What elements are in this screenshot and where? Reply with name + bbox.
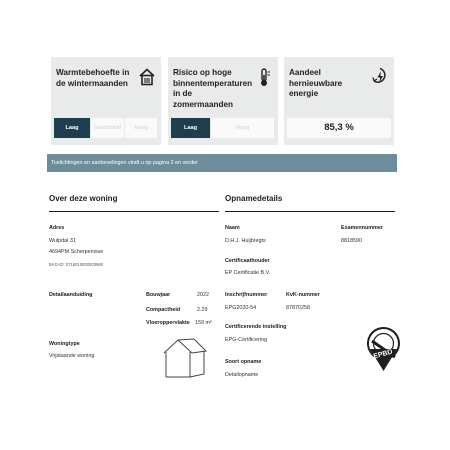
renewable-share-title: Aandeel hernieuwbare energie (289, 68, 343, 98)
exam-number: 8818590 (341, 238, 362, 244)
registration-number-label: Inschrijfnummer (225, 292, 268, 298)
name-value: D.H.J. Huijbregts (225, 238, 266, 244)
compactness-label: Compactheid (146, 307, 181, 313)
certificate-holder: EP Certificatie B.V. (225, 270, 271, 276)
inspection-type: Detailopname (225, 372, 259, 378)
construction-year: 2022 (197, 292, 209, 298)
epbd-logo (367, 327, 400, 374)
floor-area-label: Vloeroppervlakte (146, 320, 190, 326)
certifying-body: EPG-Certificering (225, 337, 267, 343)
thermometer-icon (256, 67, 272, 87)
compactness: 2.29 (197, 307, 208, 313)
detail-label: Detailaanduiding (49, 292, 93, 298)
notes-banner: Toelichtingen en aanbevelingen vindt u op pagina 2 en verder (47, 154, 397, 172)
overheating-risk-scale (171, 118, 275, 138)
certifying-body-label: Certificerende instelling (225, 324, 287, 330)
house-type-label: Woningtype (49, 341, 80, 347)
registration-number: EPG2020-54 (225, 305, 257, 311)
heat-demand-scale (54, 118, 158, 138)
heat-demand-medium: Gemiddeld (91, 118, 125, 138)
address-line1: Wulpdal 31 (49, 238, 76, 244)
kvk-number: 87870258 (286, 305, 310, 311)
inspection-section-title: Opnamedetails (225, 194, 283, 203)
heat-demand-high: Hoog (125, 118, 158, 138)
kvk-number-label: KvK-nummer (286, 292, 320, 298)
address-line2: 4694PM Scherpenisse (49, 249, 104, 255)
property-section-title: Over deze woning (49, 194, 118, 203)
overheating-risk-high: Hoog (211, 118, 275, 138)
overheating-risk-title: Risico op hoge binnentemperaturen in de zomermaanden (173, 68, 253, 109)
overheating-risk-low: Laag (171, 118, 211, 138)
address-label: Adres (49, 225, 65, 231)
exam-number-label: Examennummer (341, 225, 383, 231)
house-heating-icon (139, 67, 155, 87)
inspection-section-rule (225, 211, 395, 212)
certificate-holder-label: Certificaathouder (225, 258, 270, 264)
inspection-type-label: Soort opname (225, 359, 262, 365)
property-section-rule (49, 211, 219, 212)
bag-id: BAG-ID: 0716010000003960 (49, 262, 104, 267)
epbd-logo-text: EPBD (372, 348, 394, 361)
construction-year-label: Bouwjaar (146, 292, 171, 298)
renewable-energy-icon (372, 67, 388, 87)
renewable-share-value: 85,3 % (287, 118, 391, 138)
name-label: Naam (225, 225, 240, 231)
floor-area: 159 m² (195, 320, 212, 326)
heat-demand-title: Warmtebehoefte in de wintermaanden (56, 68, 130, 88)
detached-house-icon (160, 333, 208, 381)
heat-demand-low: Laag (54, 118, 91, 138)
house-type: Vrijstaande woning (49, 353, 95, 359)
